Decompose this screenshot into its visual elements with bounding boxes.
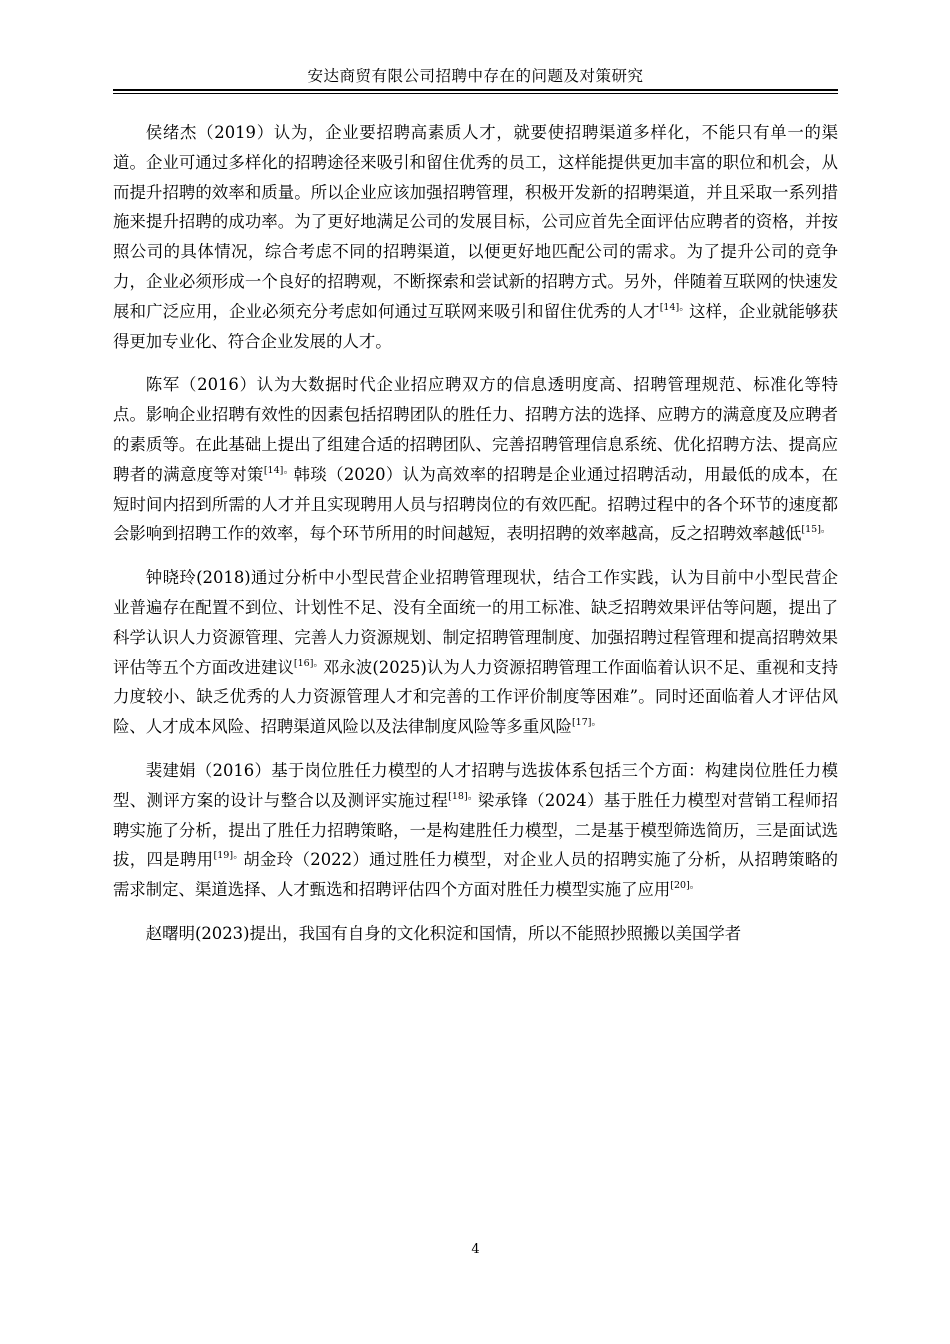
paragraph-text: 陈军（2016）认为大数据时代企业招应聘双方的信息透明度高、招聘管理规范、标准化等特点。影响企业招聘有效性的因素包括招聘团队的胜任力、招聘方法的选择、应聘方的满意度及应聘者的素质等。在此基础上提出了组建合适的招聘团队、完善招聘管理信息系统、优化招聘方法、提高应聘者的满意度等对策 xyxy=(113,375,838,484)
citation-ref: [19]。 xyxy=(213,850,244,862)
citation-ref: [15]。 xyxy=(801,524,831,536)
citation-ref: [14]。 xyxy=(659,301,690,313)
citation-ref: [18]。 xyxy=(448,790,478,802)
citation-ref: [16]。 xyxy=(293,657,324,669)
paragraph-text: 赵曙明(2023)提出，我国有自身的文化积淀和国情，所以不能照抄照搬以美国学者 xyxy=(145,923,742,943)
page-number: 4 xyxy=(471,1242,480,1257)
paragraph-text: 这样，企业就能够获得更加专业化、符合企业发展的人才。 xyxy=(113,301,839,351)
running-header: 安达商贸有限公司招聘中存在的问题及对策研究 xyxy=(307,67,644,85)
paragraph xyxy=(113,756,838,905)
paragraph-text: 韩琰（2020）认为高效率的招聘是企业通过招聘活动，用最低的成本，在短时间内招到所需的人才并且实现聘用人员与招聘岗位的有效匹配。招聘过程中的各个环节的速度都会影响到招聘工作的效率，每个环节所用的时间越短，表明招聘的效率越高，反之招聘效率越低 xyxy=(113,464,838,544)
citation-ref: [17]。 xyxy=(571,717,601,729)
paragraph xyxy=(113,919,838,949)
citation-ref: [20]。 xyxy=(670,880,700,892)
paragraph-text: 梁承锋（2024）基于胜任力模型对营销工程师招聘实施了分析，提出了胜任力招聘策略，一是构建胜任力模型，二是基于模型筛选简历，三是面试选拔，四是聘用 xyxy=(113,790,838,870)
paragraph-text: 钟晓玲(2018)通过分析中小型民营企业招聘管理现状，结合工作实践，认为目前中小型民营企业普遍存在配置不到位、计划性不足、没有全面统一的用工标准、缺乏招聘效果评估等问题，提出了科学认识人力资源管理、完善人力资源规划、制定招聘管理制度、加强招聘过程管理和提高招聘效果评估等五个方面改进建议 xyxy=(113,568,838,677)
paragraph xyxy=(113,563,838,742)
paragraph xyxy=(113,370,838,549)
paragraph-text: 侯绪杰（2019）认为，企业要招聘高素质人才，就要使招聘渠道多样化，不能只有单一的渠道。企业可通过多样化的招聘途径来吸引和留住优秀的员工，这样能提供更加丰富的职位和机会，从而提升招聘的效率和质量。所以企业应该加强招聘管理，积极开发新的招聘渠道，并且采取一系列措施来提升招聘的成功率。为了更好地满足公司的发展目标，公司应首先全面评估应聘者的资格，并按照公司的具体情况，综合考虑不同的招聘渠道，以便更好地匹配公司的需求。为了提升公司的竞争力，企业必须形成一个良好的招聘观，不断探索和尝试新的招聘方式。另外，伴随着互联网的快速发展和广泛应用，企业必须充分考虑如何通过互联网来吸引和留住优秀的人才 xyxy=(113,123,838,321)
paragraph-text: 裴建娟（2016）基于岗位胜任力模型的人才招聘与选拔体系包括三个方面：构建岗位胜任力模型、测评方案的设计与整合以及测评实施过程 xyxy=(113,760,838,810)
header-rule-thick xyxy=(113,89,838,91)
header-rule-thin xyxy=(113,93,838,94)
body-text xyxy=(113,118,838,963)
citation-ref: [14]。 xyxy=(263,464,294,476)
paragraph-text: 胡金玲（2022）通过胜任力模型，对企业人员的招聘实施了分析，从招聘策略的需求制定、渠道选择、人才甄选和招聘评估四个方面对胜任力模型实施了应用 xyxy=(113,850,838,900)
paragraph-text: 邓永波(2025)认为人力资源招聘管理工作面临着认识不足、重视和支持力度较小、缺乏优秀的人力资源管理人才和完善的工作评价制度等困难”。同时还面临着人才评估风险、人才成本风险、招聘渠道风险以及法律制度风险等多重风险 xyxy=(113,657,838,737)
paragraph xyxy=(113,118,838,356)
